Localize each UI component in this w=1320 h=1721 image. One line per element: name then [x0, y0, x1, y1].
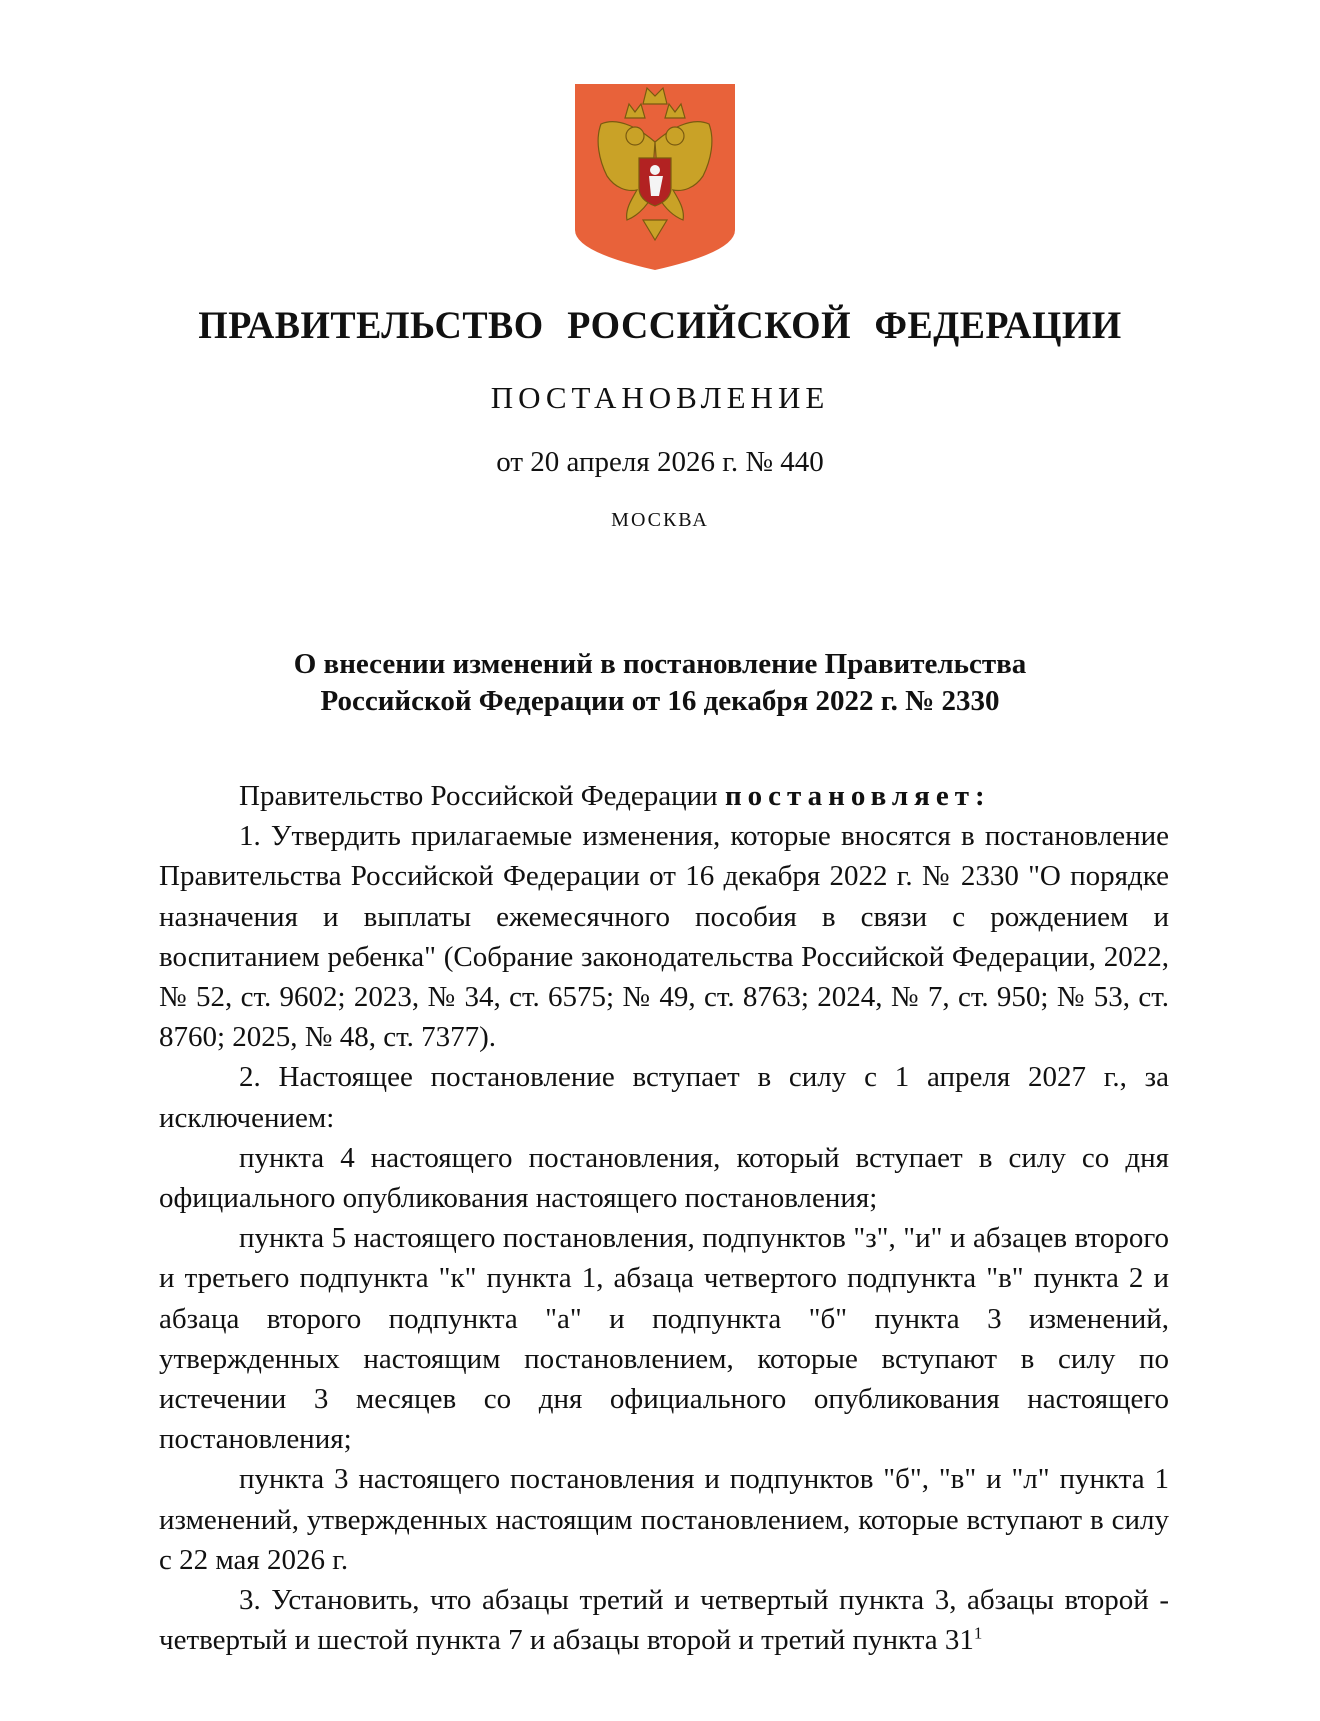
preamble-verb: постановляет: — [724, 780, 991, 812]
paragraph-2-exception-a: пункта 4 настоящего постановления, который вступает в силу со дня официального опубликования настоящего постановления; — [159, 1141, 1169, 1215]
paragraph-3 — [159, 1580, 1169, 1660]
document-type: ПОСТАНОВЛЕНИЕ — [490, 380, 830, 415]
preamble — [159, 776, 1169, 816]
document-subject — [0, 646, 1320, 720]
paragraph-2-exception-b: пункта 5 настоящего постановления, подпунктов "з", "и" и абзацев второго и третьего подпункта "к" пункта 1, абзаца четвертого подпункта "в" пункта 2 и абзаца второго подпункта "а" и подпункта "б" пункта 3 изменений, утвержденных настоящим постановлением, которые вступают в силу по истечении 3 месяцев со дня официального опубликования настоящего постановления; — [159, 1222, 1169, 1456]
preamble-text: Правительство Российской Федерации — [239, 780, 718, 812]
paragraph-2-exception-c: пункта 3 настоящего постановления и подпунктов "б", "в" и "л" пункта 1 изменений, утвержденных настоящим постановлением, которые вступают в силу с 22 мая 2026 г. — [159, 1463, 1169, 1576]
subject-line-2: Российской Федерации от 16 декабря 2022 г. № 2330 — [320, 685, 1000, 717]
document-body — [159, 776, 1169, 1660]
paragraph-3-text: 3. Установить, что абзацы третий и четвертый пункта 3, абзацы второй - четвертый и шестой пункта 7 и абзацы второй и третий пункта 31 — [159, 1584, 1169, 1657]
document-city: МОСКВА — [611, 509, 709, 531]
issuer-title: ПРАВИТЕЛЬСТВО РОССИЙСКОЙ ФЕДЕРАЦИИ — [198, 304, 1122, 347]
document-date-number: от 20 апреля 2026 г. № 440 — [496, 446, 824, 478]
paragraph-2: 2. Настоящее постановление вступает в силу с 1 апреля 2027 г., за исключением: — [159, 1061, 1169, 1134]
russian-coat-of-arms-icon — [571, 80, 739, 272]
paragraph-1: 1. Утвердить прилагаемые изменения, которые вносятся в постановление Правительства Российской Федерации от 16 декабря 2022 г. № 2330 "О порядке назначения и выплаты ежемесячного пособия в связи с рождением и воспитанием ребенка" (Собрание законодательства Российской Федерации, 2022, № 52, ст. 9602; 2023, № 34, ст. 6575; № 49, ст. 8763; 2024, № 7, ст. 950; № 53, ст. 8760; 2025, № 48, ст. 7377). — [159, 820, 1169, 1054]
paragraph-3-superscript: 1 — [973, 1623, 983, 1643]
subject-line-1: О внесении изменений в постановление Правительства — [293, 648, 1027, 680]
